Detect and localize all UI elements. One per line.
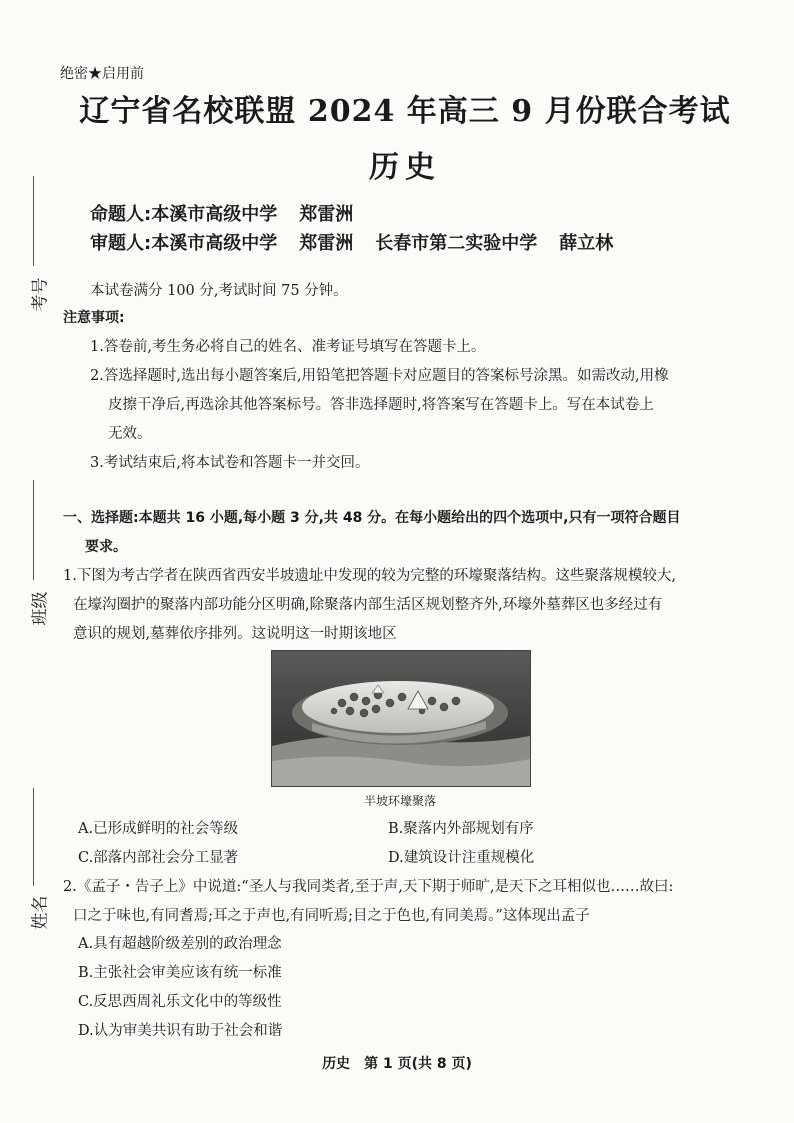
exam-intro: 本试卷满分 100 分,考试时间 75 分钟。 bbox=[90, 283, 348, 299]
question-1-option-d[interactable]: D.建筑设计注重规模化 bbox=[388, 850, 535, 866]
figure-caption: 半坡环壕聚落 bbox=[363, 794, 436, 808]
section-heading-line-2: 要求。 bbox=[85, 539, 127, 555]
note-item-1: 1.答卷前,考生务必将自己的姓名、准考证号填写在答题卡上。 bbox=[90, 339, 486, 355]
composer-label: 命题人:本溪市高级中学 bbox=[90, 204, 278, 225]
section-heading bbox=[63, 504, 753, 562]
banpo-settlement-image bbox=[271, 650, 531, 787]
side-label-name: 姓名 bbox=[30, 895, 51, 930]
question-2-line-2: 口之于味也,有同耆焉;耳之于声也,有同听焉;目之于色也,有同美焉。”这体现出孟子 bbox=[73, 908, 590, 924]
question-2-option-a[interactable]: A.具有超越阶级差别的政治理念 bbox=[78, 936, 282, 952]
notes-heading: 注意事项: bbox=[63, 310, 125, 326]
question-1-stem bbox=[63, 562, 753, 649]
confidential-mark: 绝密★启用前 bbox=[60, 66, 144, 82]
question-2-option-b[interactable]: B.主张社会审美应该有统一标准 bbox=[78, 965, 282, 981]
note-item-2-line-1: 2.答选择题时,选出每小题答案后,用铅笔把答题卡对应题目的答案标号涂黑。如需改动,用橡 bbox=[90, 368, 669, 384]
subject-title: 历史 bbox=[369, 150, 441, 185]
question-1-line-3: 意识的规划,墓葬依序排列。这说明这一时期该地区 bbox=[73, 626, 397, 642]
note-item-2-line-3: 无效。 bbox=[108, 426, 152, 442]
question-2-line-1: 2.《孟子・告子上》中说道:“圣人与我同类者,至于声,天下期于师旷,是天下之耳相似也……故曰: bbox=[63, 879, 674, 895]
question-1-option-a[interactable]: A.已形成鲜明的社会等级 bbox=[78, 821, 239, 837]
question-1-option-b[interactable]: B.聚落内外部规划有序 bbox=[388, 821, 534, 837]
side-line-3 bbox=[33, 788, 34, 886]
question-1-option-c[interactable]: C.部落内部社会分工显著 bbox=[78, 850, 239, 866]
banpo-settlement-illustration bbox=[272, 651, 530, 786]
side-line-2 bbox=[33, 480, 34, 580]
note-item-2 bbox=[90, 362, 740, 449]
page-footer: 历史 第 1 页(共 8 页) bbox=[322, 1056, 472, 1072]
reviewer-label: 审题人:本溪市高级中学 bbox=[90, 233, 278, 254]
question-1-line-2: 在壕沟圈护的聚落内部功能分区明确,除聚落内部生活区规划整齐外,环壕外墓葬区也多经过有 bbox=[73, 597, 663, 613]
note-item-3: 3.考试结束后,将本试卷和答题卡一并交回。 bbox=[90, 455, 370, 471]
reviewer-school-2: 长春市第二实验中学 bbox=[375, 233, 538, 254]
side-line-1 bbox=[33, 176, 34, 266]
question-2-option-d[interactable]: D.认为审美共识有助于社会和谐 bbox=[78, 1023, 283, 1039]
reviewer-line bbox=[90, 229, 635, 255]
side-label-exam-no: 考号 bbox=[30, 277, 51, 312]
question-2-stem bbox=[63, 873, 753, 931]
composer-line bbox=[90, 200, 375, 226]
side-label-class: 班级 bbox=[30, 591, 51, 626]
composer-name: 郑雷洲 bbox=[299, 204, 354, 225]
question-2-option-c[interactable]: C.反思西周礼乐文化中的等级性 bbox=[78, 994, 282, 1010]
note-item-2-line-2: 皮擦干净后,再选涂其他答案标号。答非选择题时,将答案写在答题卡上。写在本试卷上 bbox=[108, 397, 654, 413]
exam-title: 辽宁省名校联盟 2024 年高三 9 月份联合考试 bbox=[79, 94, 731, 129]
question-1-line-1: 1.下图为考古学者在陕西省西安半坡遗址中发现的较为完整的环壕聚落结构。这些聚落规模较大, bbox=[63, 568, 676, 584]
reviewer-name-1: 郑雷洲 bbox=[299, 233, 354, 254]
section-heading-line-1: 一、选择题:本题共 16 小题,每小题 3 分,共 48 分。在每小题给出的四个选项中,只有一项符合题目 bbox=[63, 510, 681, 526]
reviewer-name-2: 薛立林 bbox=[559, 233, 614, 254]
